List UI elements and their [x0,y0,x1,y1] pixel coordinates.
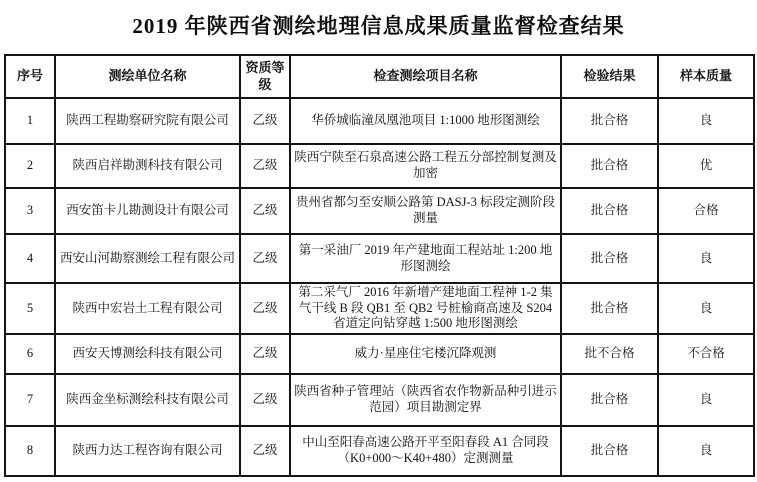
cell-quality: 良 [658,98,754,144]
cell-result: 批合格 [561,374,658,426]
cell-quality: 良 [658,234,754,283]
table-row [5,144,754,188]
cell-company: 陕西启祥勘测科技有限公司 [55,144,240,188]
results-table [4,54,755,477]
cell-project: 威力·星座住宅楼沉降观测 [290,334,561,374]
cell-no: 3 [5,188,55,234]
col-header-project: 检查测绘项目名称 [290,55,561,98]
cell-result: 批合格 [561,283,658,334]
cell-company: 陕西中宏岩土工程有限公司 [55,283,240,334]
cell-company: 西安山河勘察测绘工程有限公司 [55,234,240,283]
cell-project: 中山至阳春高速公路开平至阳春段 A1 合同段（K0+000～K40+480）定测测量 [290,426,561,476]
cell-project: 陕西宁陕至石泉高速公路工程五分部控制复测及加密 [290,144,561,188]
cell-company: 陕西金坐标测绘科技有限公司 [55,374,240,426]
cell-project: 第二采气厂 2016 年新增产建地面工程神 1-2 集气干线 B 段 QB1 至 QB2 号桩榆商高速及 S204 省道定向钻穿越 1:500 地形图测绘 [290,283,561,334]
col-header-company: 测绘单位名称 [55,55,240,98]
cell-no: 6 [5,334,55,374]
header-row [5,55,754,98]
page-title: 2019 年陕西省测绘地理信息成果质量监督检查结果 [132,14,625,38]
cell-result: 批合格 [561,144,658,188]
cell-quality: 优 [658,144,754,188]
cell-project: 华侨城临潼凤凰池项目 1:1000 地形图测绘 [290,98,561,144]
table-row [5,374,754,426]
cell-grade: 乙级 [240,283,290,334]
cell-no: 7 [5,374,55,426]
cell-quality: 良 [658,426,754,476]
cell-result: 批合格 [561,98,658,144]
cell-grade: 乙级 [240,426,290,476]
col-header-no: 序号 [5,55,55,98]
cell-no: 2 [5,144,55,188]
col-header-quality: 样本质量 [658,55,754,98]
cell-no: 5 [5,283,55,334]
cell-grade: 乙级 [240,188,290,234]
col-header-result: 检验结果 [561,55,658,98]
table-row [5,188,754,234]
cell-grade: 乙级 [240,98,290,144]
cell-company: 西安天博测绘科技有限公司 [55,334,240,374]
cell-quality: 不合格 [658,334,754,374]
cell-quality: 合格 [658,188,754,234]
cell-project: 贵州省都匀至安顺公路第 DASJ-3 标段定测阶段测量 [290,188,561,234]
cell-result: 批不合格 [561,334,658,374]
table-row [5,426,754,476]
cell-grade: 乙级 [240,234,290,283]
cell-project: 第一采油厂 2019 年产建地面工程站址 1:200 地形图测绘 [290,234,561,283]
cell-project: 陕西省种子管理站（陕西省农作物新品种引进示范园）项目勘测定界 [290,374,561,426]
cell-no: 4 [5,234,55,283]
table-row [5,234,754,283]
table-row [5,98,754,144]
cell-no: 8 [5,426,55,476]
cell-result: 批合格 [561,426,658,476]
cell-grade: 乙级 [240,374,290,426]
col-header-grade: 资质等级 [240,55,290,98]
cell-company: 陕西工程勘察研究院有限公司 [55,98,240,144]
table-row [5,283,754,334]
cell-result: 批合格 [561,188,658,234]
cell-no: 1 [5,98,55,144]
cell-quality: 良 [658,374,754,426]
cell-quality: 良 [658,283,754,334]
table-row [5,334,754,374]
cell-grade: 乙级 [240,334,290,374]
cell-grade: 乙级 [240,144,290,188]
cell-result: 批合格 [561,234,658,283]
cell-company: 西安笛卡儿勘测设计有限公司 [55,188,240,234]
cell-company: 陕西力达工程咨询有限公司 [55,426,240,476]
